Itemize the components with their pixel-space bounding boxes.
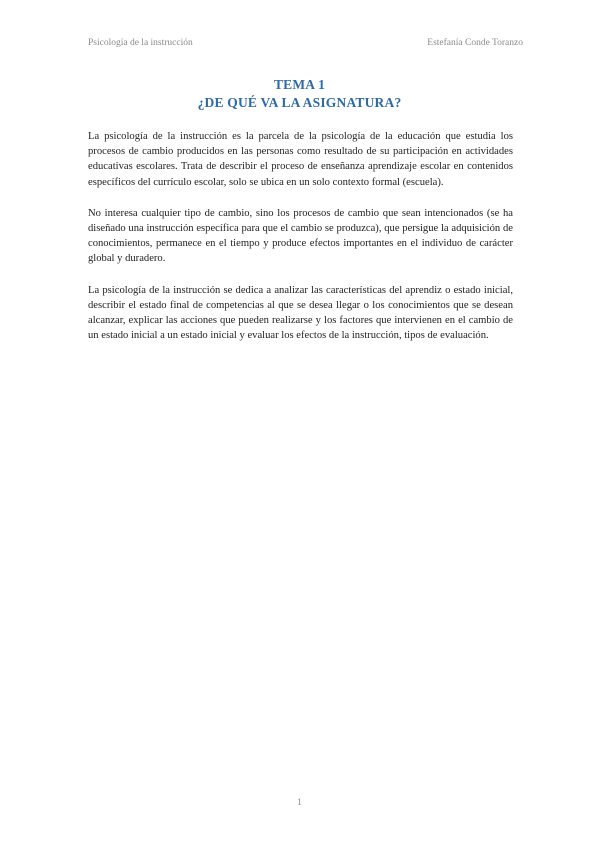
document-title — [0, 76, 599, 112]
header-author: Estefanía Conde Toranzo — [427, 38, 523, 48]
document-body — [88, 129, 513, 359]
paragraph-2: No interesa cualquier tipo de cambio, sino los procesos de cambio que sean intencionados (se ha diseñado una instrucción específica para que el cambio se produzca), que persigue la adquisición de conocimientos, permanece en el tiempo y produce efectos importantes en el individuo de carácter global y duradero. — [88, 207, 513, 265]
paragraph-1: La psicología de la instrucción es la parcela de la psicología de la educación que estudia los procesos de cambio producidos en las personas como resultado de su participación en actividades educativas escolares. Trata de describir el proceso de enseñanza aprendizaje escolar en contenidos específicos del currículo escolar, solo se ubica en un solo contexto formal (escuela). — [88, 131, 513, 188]
header-course-title: Psicología de la instrucción — [88, 38, 193, 48]
title-topic-name: ¿DE QUÉ VA LA ASIGNATURA? — [197, 95, 402, 110]
page-number: 1 — [297, 798, 302, 808]
title-topic-number: TEMA 1 — [273, 77, 326, 92]
paragraph-3: La psicología de la instrucción se dedica a analizar las características del aprendiz o estado inicial, describir el estado final de competencias al que se desea llegar o los conocimientos que se desean alcanzar, explicar las acciones que pueden realizarse y los factores que intervienen en el cambio de un estado inicial a un estado inicial y evaluar los efectos de la instrucción, tipos de evaluación. — [88, 284, 513, 342]
running-header — [88, 38, 523, 48]
